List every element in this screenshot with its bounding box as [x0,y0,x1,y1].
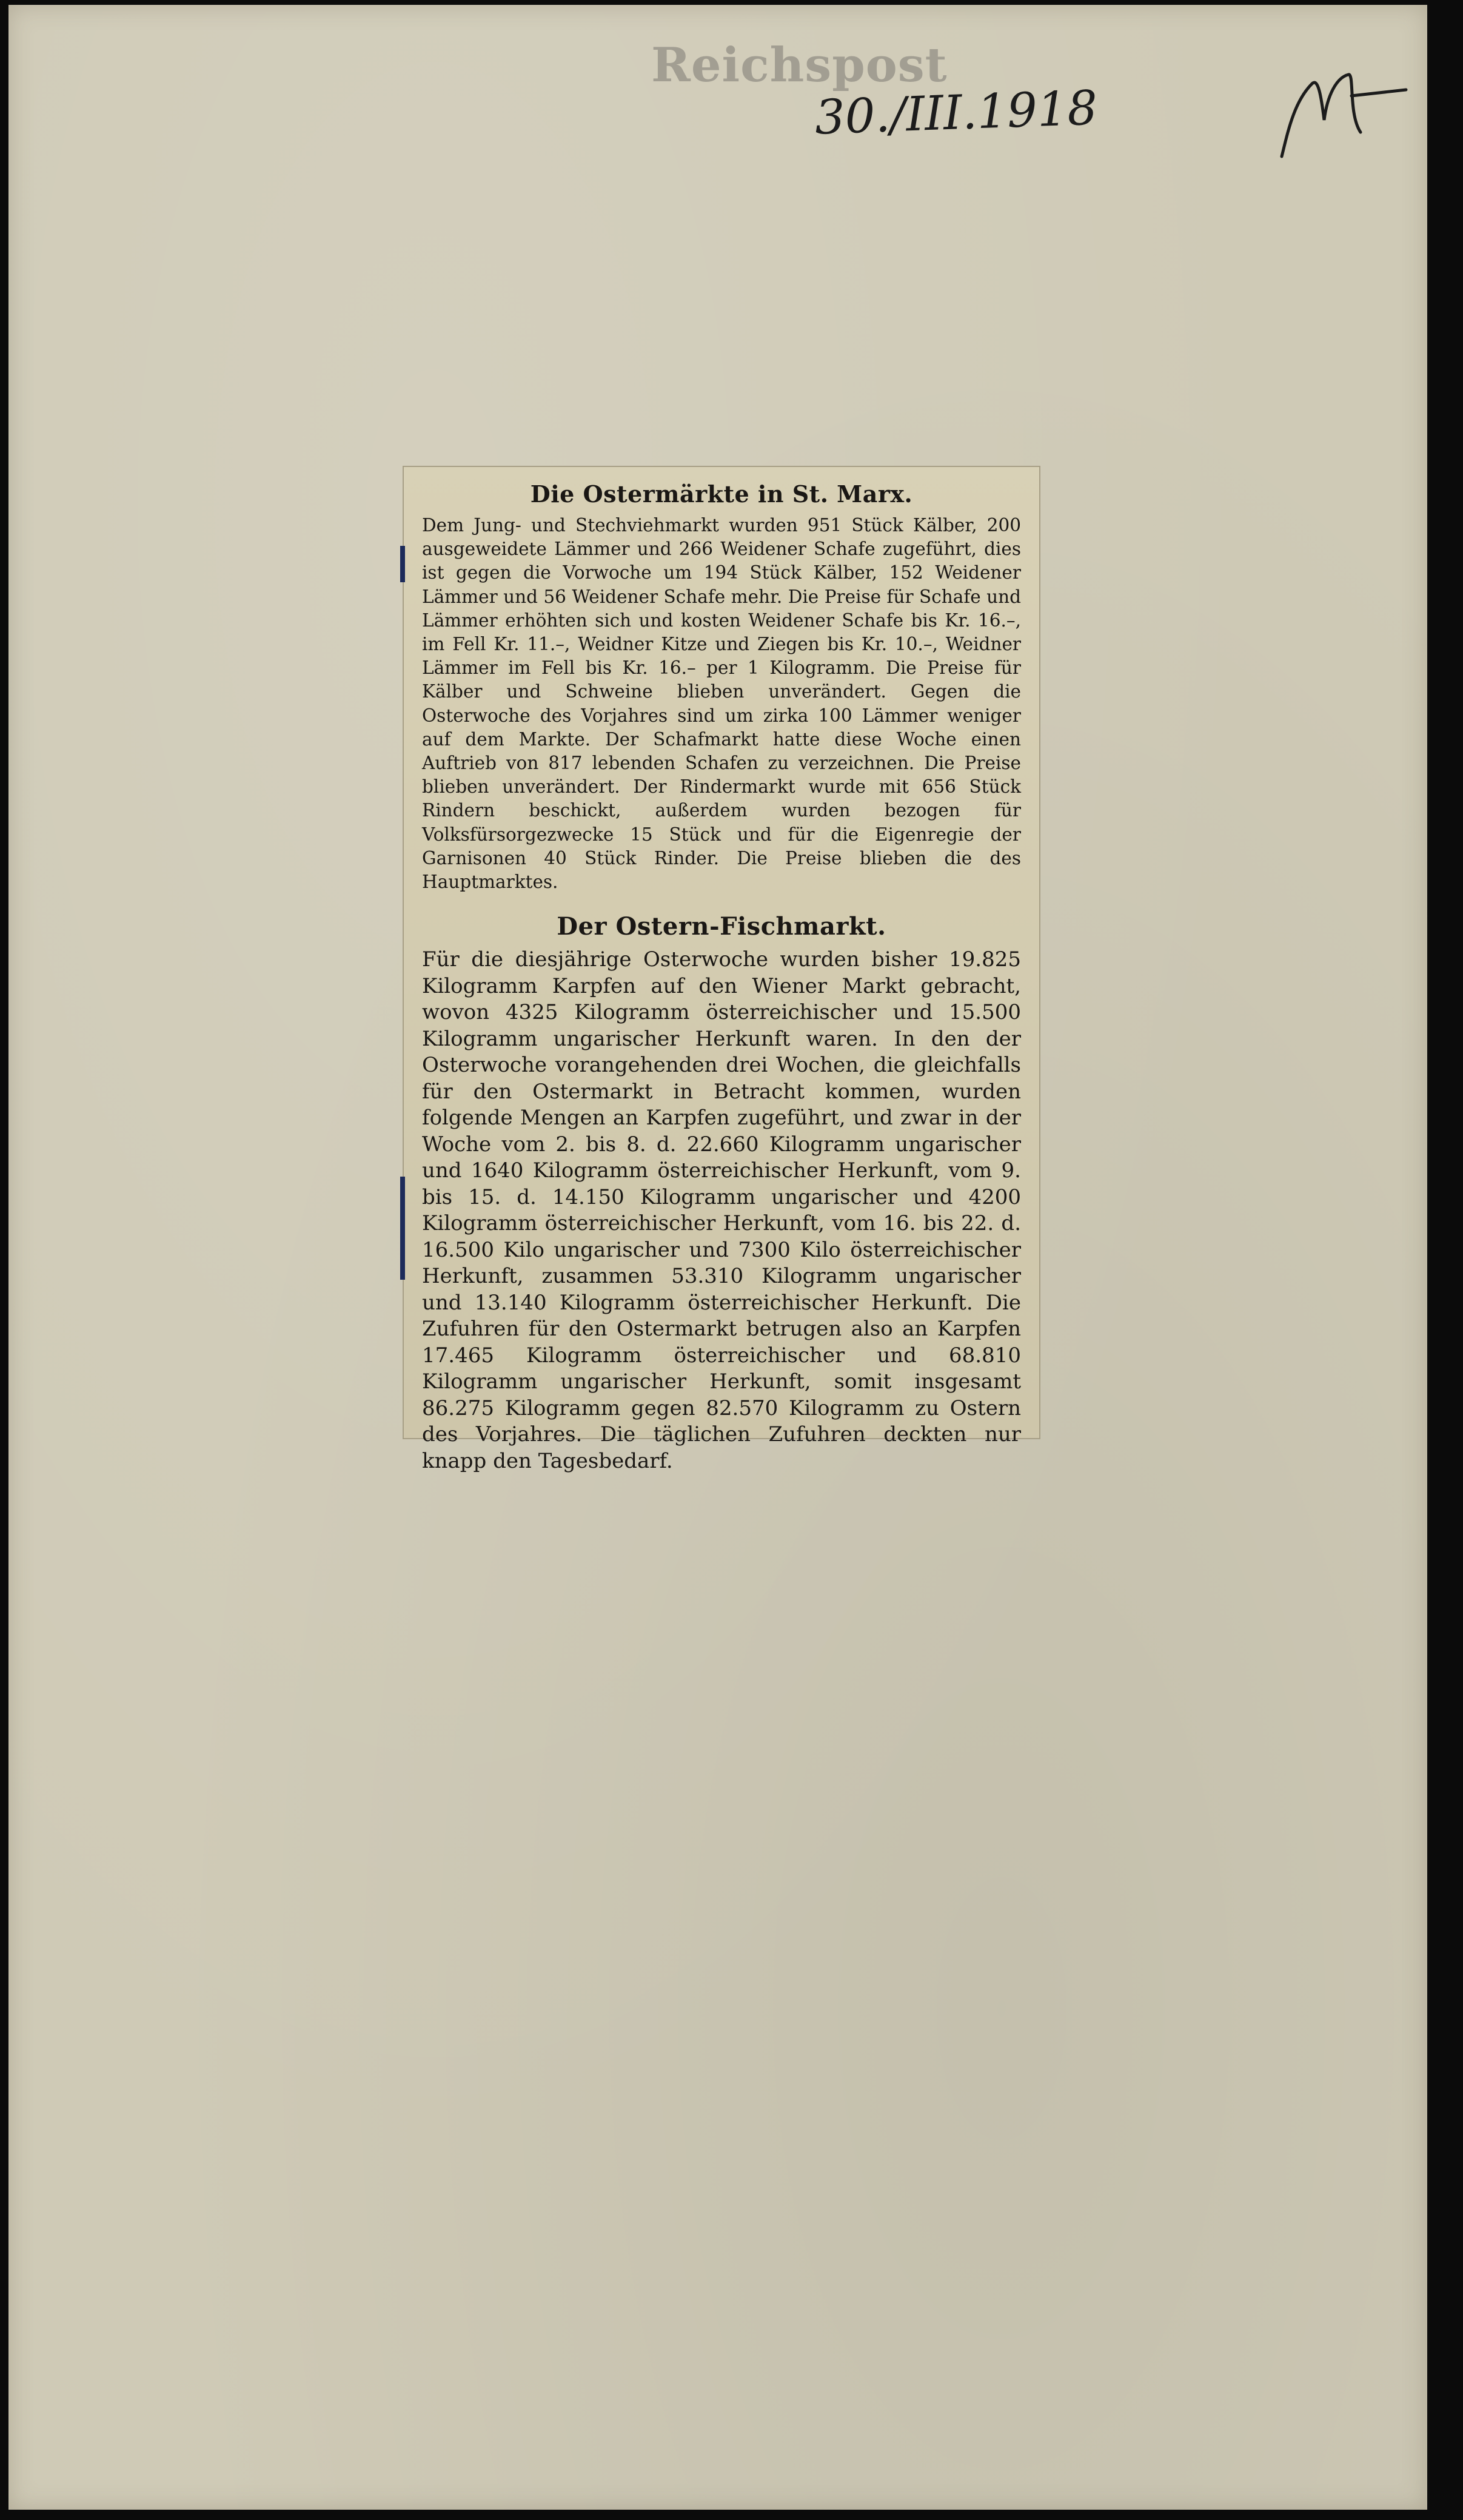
newspaper-stamp: Reichspost [651,38,948,93]
article-title: Die Ostermärkte in St. Marx. [530,480,913,508]
archive-sheet [8,5,1427,2510]
article-body: Dem Jung- und Stechviehmarkt wurden 951 Stück Kälber, 200 ausgeweidete Lämmer und 266 Weidener Schafe zugeführt, dies ist gegen die Vorwoche um 194 Stück Kälber, 152 Weidener Lämmer und 56 Weidener Schafe mehr. Die Preise für Schafe und Lämmer erhöhten sich und kosten Weidener Schafe bis Kr. 16.–, im Fell Kr. 11.–, Weidner Kitze und Ziegen bis Kr. 10.–, Weidner Lämmer im Fell bis Kr. 16.– per 1 Kilogramm. Die Preise für Kälber und Schweine blieben unverändert. Gegen die Osterwoche des Vorjahres sind um zirka 100 Lämmer weniger auf dem Markte. Der Schafmarkt hatte diese Woche einen Auftrieb von 817 lebenden Schafen zu verzeichnen. Die Preise blieben unverändert. Der Rindermarkt wurde mit 656 Stück Rindern beschickt, außerdem wurden bezogen für Volksfürsorgezwecke 15 Stück und für die Eigenregie der Garnisonen 40 Stück Rinder. Die Preise blieben die des Hauptmarktes. [422,515,1021,893]
margin-marker [400,546,405,582]
article-body: Für die diesjährige Osterwoche wurden bisher 19.825 Kilogramm Karpfen auf den Wiener Markt gebracht, wovon 4325 Kilogramm österreichischer und 15.500 Kilogramm ungarischer Herkunft waren. In den der Osterwoche vorangehenden drei Wochen, die gleichfalls für den Ostermarkt in Betracht kommen, wurden folgende Mengen an Karpfen zugeführt, und zwar in der Woche vom 2. bis 8. d. 22.660 Kilogramm ungarischer und 1640 Kilogramm österreichischer Herkunft, vom 9. bis 15. d. 14.150 Kilogramm ungarischer und 4200 Kilogramm österreichischer Herkunft, vom 16. bis 22. d. 16.500 Kilo ungarischer und 7300 Kilo österreichischer Herkunft, zusammen 53.310 Kilogramm ungarischer und 13.140 Kilogramm österreichischer Herkunft. Die Zufuhren für den Ostermarkt betrugen also an Karpfen 17.465 Kilogramm österreichischer und 68.810 Kilogramm ungarischer Herkunft, somit insgesamt 86.275 Kilogramm gegen 82.570 Kilogramm zu Ostern des Vorjahres. Die täglichen Zufuhren deckten nur knapp den Tagesbedarf. [422,947,1021,1473]
handwritten-signature-mark [1270,59,1409,163]
handwritten-date: 30./III.1918 [814,81,1099,146]
article-title: Der Ostern-Fischmarkt. [557,912,886,941]
margin-marker [400,1177,405,1280]
newspaper-clipping [403,466,1040,1473]
